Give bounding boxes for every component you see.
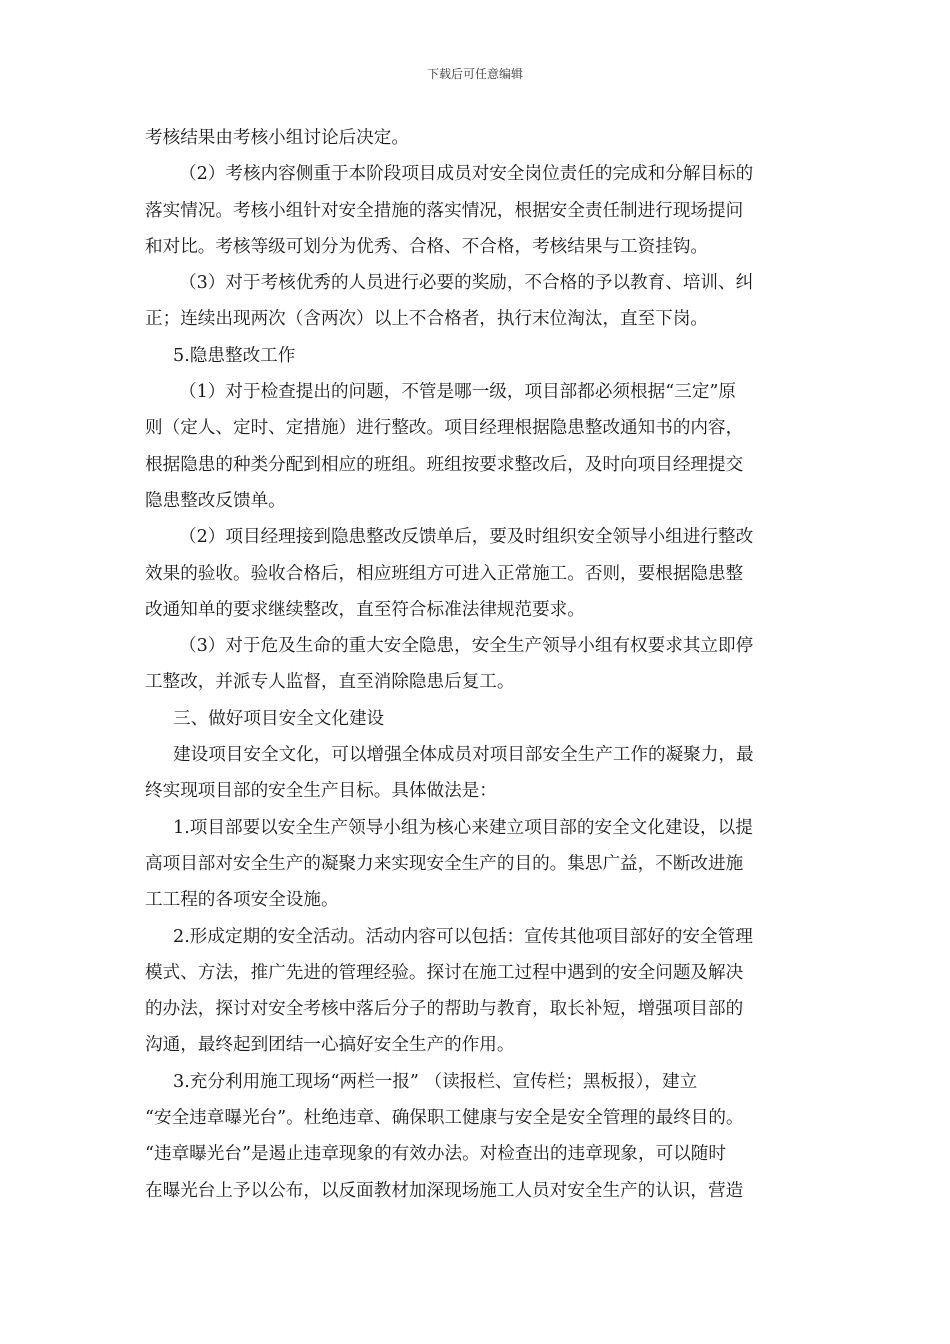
text-line: （3）对于考核优秀的人员进行必要的奖励，不合格的予以教育、培训、纠 xyxy=(179,273,754,294)
text-line: （1）对于检查提出的问题，不管是哪一级，项目部都必须根据“三定”原 xyxy=(179,382,736,403)
text-line: 3.充分利用施工现场“两栏一报” （读报栏、宣传栏；黑板报），建立 xyxy=(173,1071,698,1092)
text-line: 考核结果由考核小组讨论后决定。 xyxy=(145,128,409,148)
text-line: 工工程的各项安全设施。 xyxy=(145,890,339,911)
text-line: 建设项目安全文化，可以增强全体成员对项目部安全生产工作的凝聚力，最 xyxy=(173,745,754,766)
text-line: “安全违章曝光台”。杜绝违章、确保职工健康与安全是安全管理的最终目的。 xyxy=(145,1108,744,1129)
text-line: 沟通，最终起到团结一心搞好安全生产的作用。 xyxy=(145,1035,515,1056)
text-line: 三、做好项目安全文化建设 xyxy=(173,708,385,729)
document-body xyxy=(145,120,807,1209)
text-line: 5.隐患整改工作 xyxy=(173,345,296,366)
text-line: 模式、方法，推广先进的管理经验。探讨在施工过程中遇到的安全问题及解决 xyxy=(145,962,744,983)
text-line: 则（定人、定时、定措施）进行整改。项目经理根据隐患整改通知书的内容， xyxy=(145,418,744,439)
text-line: “违章曝光台”是遏止违章现象的有效办法。对检查出的违章现象，可以随时 xyxy=(145,1144,726,1165)
text-line: 正；连续出现两次（含两次）以上不合格者，执行末位淘汰，直至下岗。 xyxy=(145,309,709,330)
text-line: 落实情况。考核小组针对安全措施的落实情况，根据安全责任制进行现场提问 xyxy=(145,200,744,221)
text-line: 终实现项目部的安全生产目标。具体做法是： xyxy=(145,781,497,802)
text-line: 2.形成定期的安全活动。活动内容可以包括：宣传其他项目部好的安全管理 xyxy=(173,926,753,947)
text-line: 改通知单的要求继续整改，直至符合标准法律规范要求。 xyxy=(145,599,585,620)
text-line: 在曝光台上予以公布，以反面教材加深现场施工人员对安全生产的认识，营造 xyxy=(145,1180,744,1201)
text-line: （2）考核内容侧重于本阶段项目成员对安全岗位责任的完成和分解目标的 xyxy=(179,164,754,185)
text-line: 和对比。考核等级可划分为优秀、合格、不合格，考核结果与工资挂钩。 xyxy=(145,236,709,257)
text-line: （2）项目经理接到隐患整改反馈单后，要及时组织安全领导小组进行整改 xyxy=(179,527,754,548)
text-line: 1.项目部要以安全生产领导小组为核心来建立项目部的安全文化建设，以提 xyxy=(173,817,753,838)
text-line: 工整改，并派专人监督，直至消除隐患后复工。 xyxy=(145,672,515,693)
text-line: （3）对于危及生命的重大安全隐患，安全生产领导小组有权要求其立即停 xyxy=(179,636,754,657)
text-line: 效果的验收。验收合格后，相应班组方可进入正常施工。否则，要根据隐患整 xyxy=(145,563,744,584)
text-line: 的办法，探讨对安全考核中落后分子的帮助与教育，取长补短，增强项目部的 xyxy=(145,999,744,1020)
page-header-note: 下载后可任意编辑 xyxy=(426,67,523,81)
text-line: 根据隐患的种类分配到相应的班组。班组按要求整改后，及时向项目经理提交 xyxy=(145,454,744,475)
text-line: 隐患整改反馈单。 xyxy=(145,490,286,511)
text-line: 高项目部对安全生产的凝聚力来实现安全生产的目的。集思广益，不断改进施 xyxy=(145,853,744,874)
